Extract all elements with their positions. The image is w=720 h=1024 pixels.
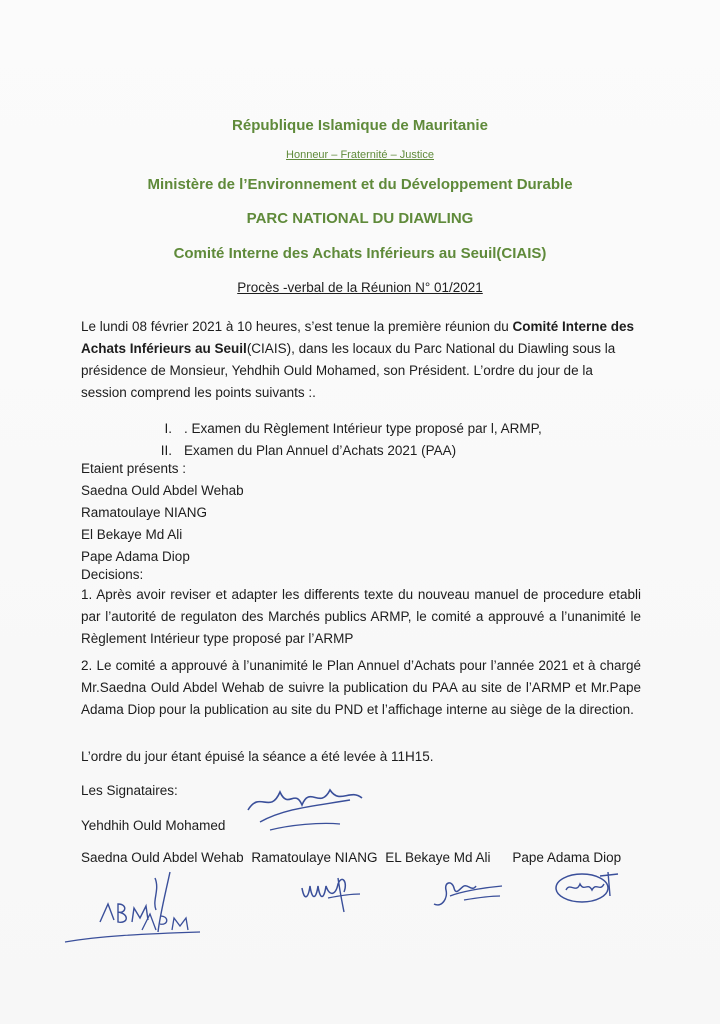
signatory-name: Ramatoulaye NIANG (251, 850, 378, 865)
agenda-list (140, 418, 542, 462)
attendee-item: Ramatoulaye NIANG (81, 505, 208, 520)
decision-1: 1. Après avoir reviser et adapter les differents texte du nouveau manuel de procedure etabli par l’autorité de regulaton des Marchés publics ARMP, le comité a approuvé a l’unanimité le Règlement Intérieur type proposé par l’ARMP (81, 587, 641, 646)
signatory-name: Pape Adama Diop (512, 850, 622, 865)
signatories-label: Les Signataires: (81, 783, 178, 798)
closing-statement: L’ordre du jour étant épuisé la séance a été levée à 11H15. (81, 749, 434, 764)
attendees-label: Etaient présents : (81, 461, 187, 476)
republic-heading: République Islamique de Mauritanie (232, 117, 488, 134)
attendee-item: Pape Adama Diop (81, 549, 190, 564)
diop-signature-icon (552, 866, 632, 916)
saedna-signature-icon (60, 870, 210, 950)
agenda-item-number: I. (164, 421, 172, 436)
agenda-item (140, 440, 542, 462)
signatories-row (81, 850, 625, 865)
attendee-item: El Bekaye Md Ali (81, 527, 183, 542)
attendee-item: Saedna Ould Abdel Wehab (81, 483, 244, 498)
decision-2: 2. Le comité a approuvé à l’unanimité le Plan Annuel d’Achats pour l’année 2021 et à chargé Mr.Saedna Ould Abdel Wehab de suivre la publication du PAA au site de l’ARMP et Mr.Pape Adama Diop pour la publication au site du PND et l’affichage interne au siège de la direction. (81, 658, 641, 717)
intro-paragraph (81, 316, 641, 404)
intro-text-2: (CIAIS), dans les locaux du Parc National du Diawling sous la présidence de Monsieur, Yehdhih Ould Mohamed, son Président. L’ordre du jour de la session comprend les points suivants :. (81, 341, 616, 400)
agenda-item-text: Examen du Plan Annuel d’Achats 2021 (PAA) (184, 443, 457, 458)
committee-heading: Comité Interne des Achats Inférieurs au Seuil(CIAIS) (173, 245, 547, 262)
niang-signature-icon (298, 868, 368, 918)
bekaye-signature-icon (430, 868, 510, 918)
intro-committee-name: Comité Interne des Achats Inférieurs au Seuil (81, 319, 635, 356)
president-signature-icon (240, 770, 370, 840)
intro-text-1: Le lundi 08 février 2021 à 10 heures, s’est tenue la première réunion du (81, 319, 513, 334)
signatory-name: Saedna Ould Abdel Wehab (81, 850, 244, 865)
attendees-list (81, 480, 244, 568)
ministry-heading: Ministère de l’Environnement et du Développement Durable (147, 176, 573, 193)
agenda-item-number: II. (160, 443, 172, 458)
signatory-name: EL Bekaye Md Ali (385, 850, 491, 865)
national-motto: Honneur – Fraternité – Justice (286, 149, 434, 161)
agenda-item-text: . Examen du Règlement Intérieur type proposé par l, ARMP, (184, 421, 542, 436)
minutes-title: Procès -verbal de la Réunion N° 01/2021 (237, 280, 483, 295)
park-heading: PARC NATIONAL DU DIAWLING (246, 210, 474, 227)
decisions-label: Decisions: (81, 567, 144, 582)
president-name: Yehdhih Ould Mohamed (81, 818, 226, 833)
agenda-item (140, 418, 542, 440)
